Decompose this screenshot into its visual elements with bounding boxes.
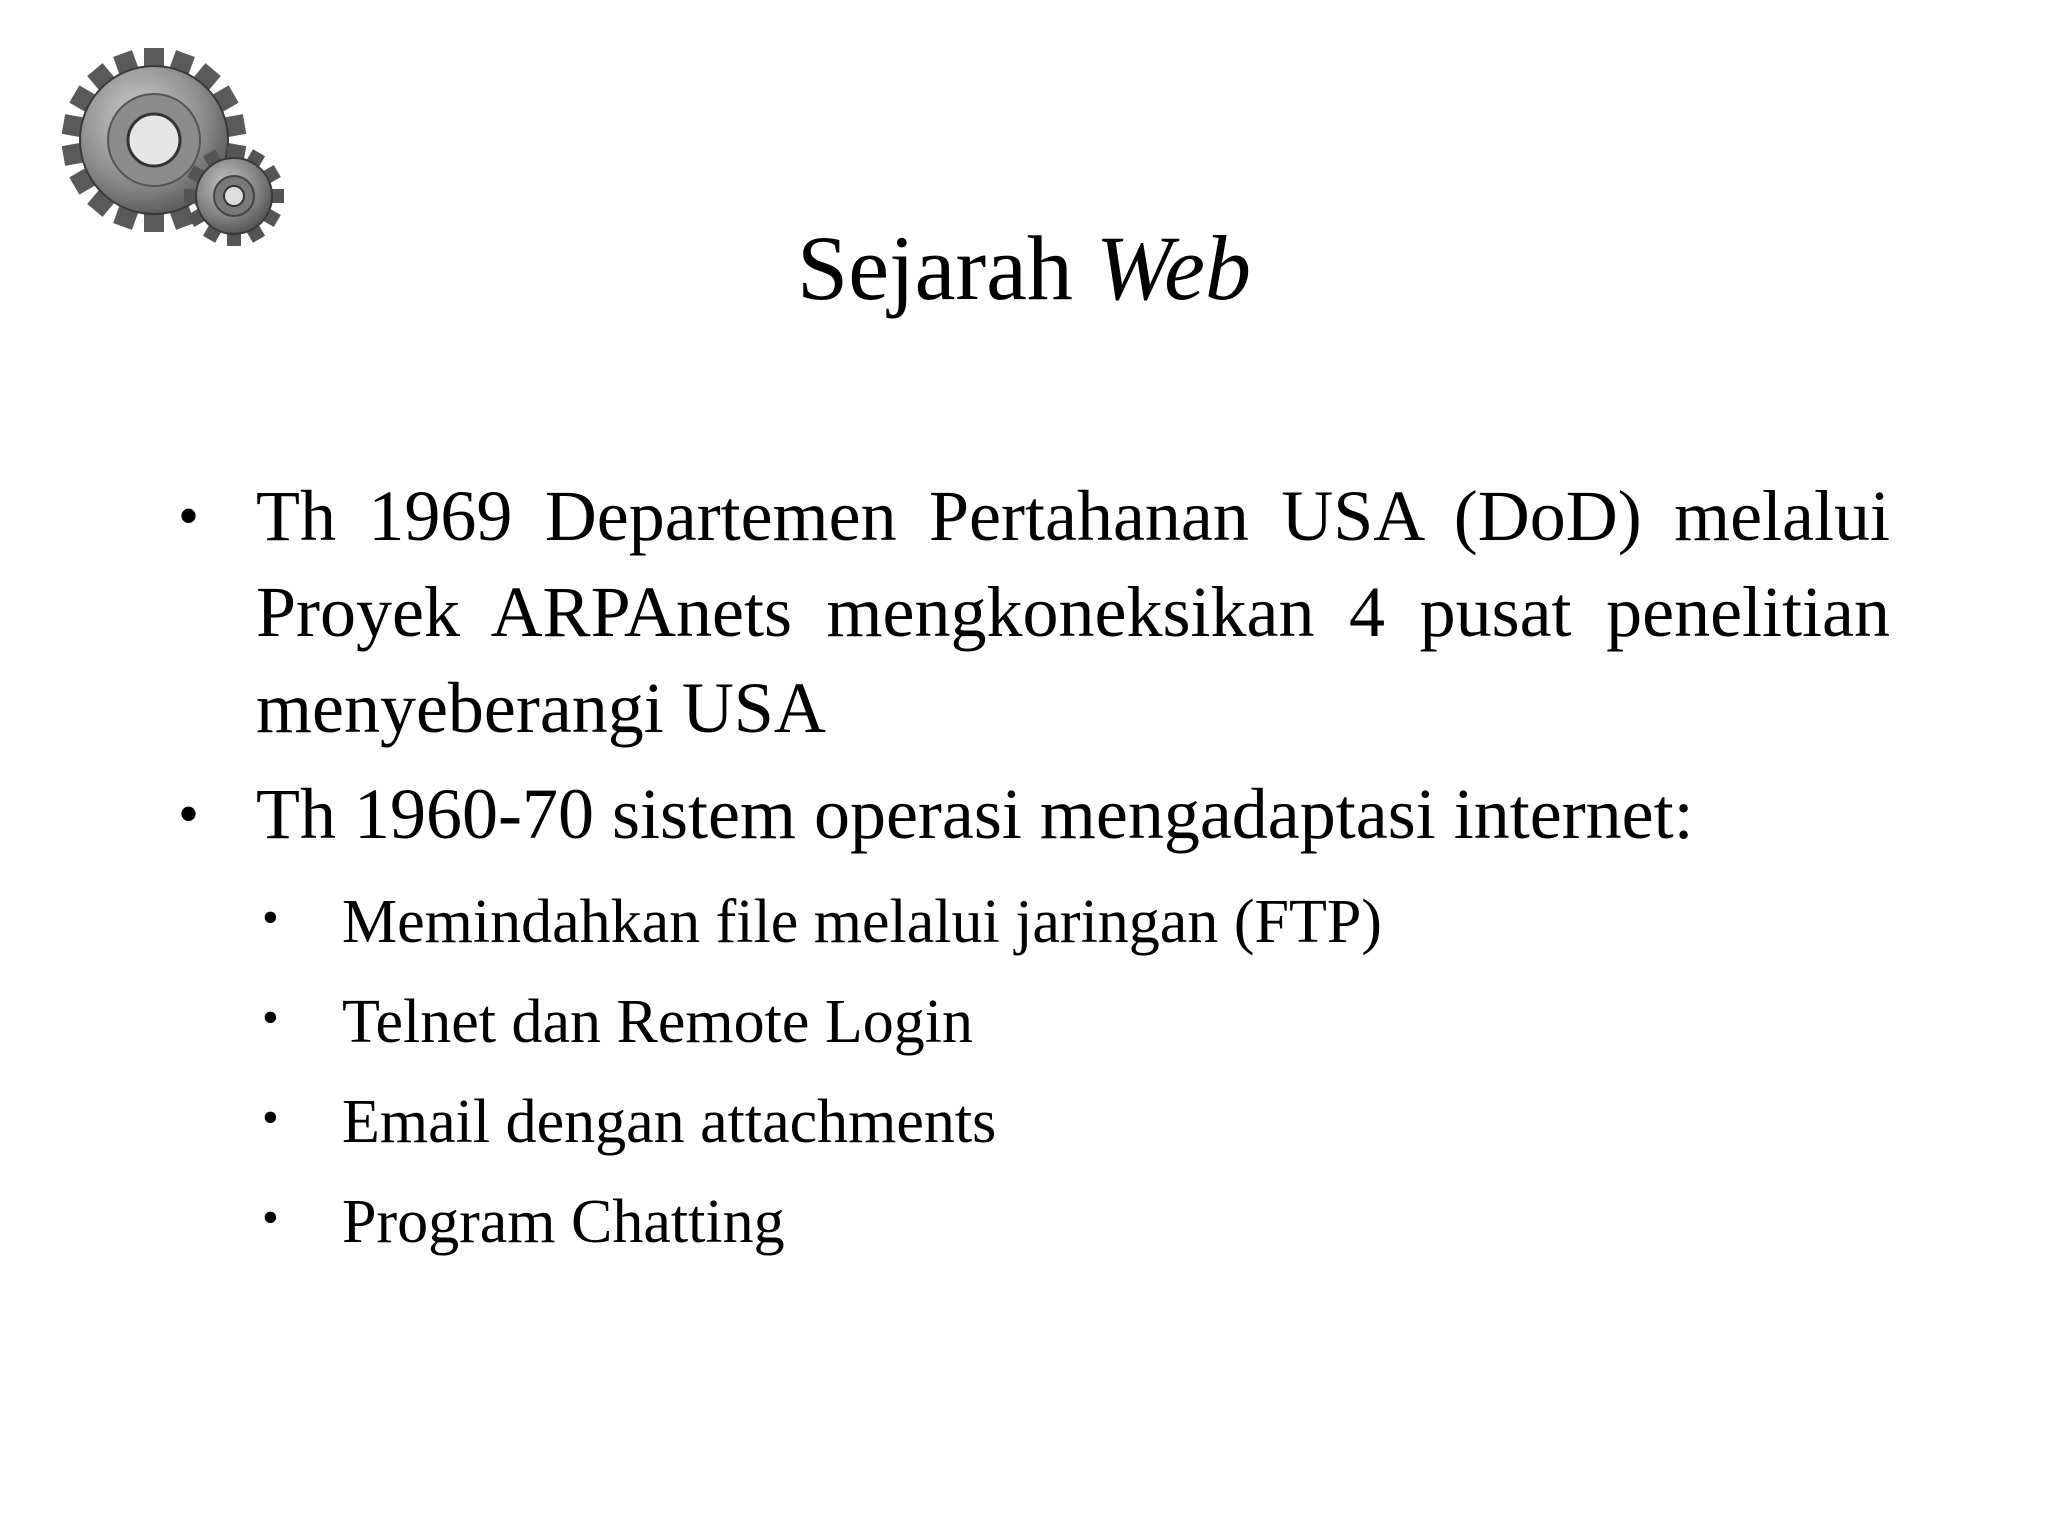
bullet-marker: • (262, 891, 279, 944)
bullet-text: Th 1960-70 sistem operasi mengadaptasi internet: (256, 774, 1694, 854)
list-item (170, 972, 1890, 1072)
sub-bullet-list (170, 872, 1890, 1272)
title-plain: Sejarah (797, 217, 1096, 319)
slide-title (0, 218, 2048, 319)
sub-bullet-text: Telnet dan Remote Login (342, 988, 973, 1056)
list-item (170, 1172, 1890, 1272)
sub-bullet-text: Email dengan attachments (342, 1088, 997, 1156)
list-item (170, 1072, 1890, 1172)
bullet-list (170, 468, 1890, 1272)
sub-bullet-text: Memindahkan file melalui jaringan (FTP) (342, 888, 1382, 956)
sub-bullet-text: Program Chatting (342, 1188, 785, 1256)
bullet-marker: • (262, 991, 279, 1044)
bullet-marker: • (262, 1091, 279, 1144)
title-italic: Web (1095, 217, 1251, 319)
list-item (170, 766, 1890, 862)
list-item (170, 872, 1890, 972)
bullet-marker: • (178, 483, 200, 549)
list-item (170, 468, 1890, 756)
bullet-marker: • (178, 781, 200, 847)
bullet-marker: • (262, 1191, 279, 1244)
bullet-text: Th 1969 Departemen Pertahanan USA (DoD) melalui Proyek ARPAnets mengkoneksikan 4 pusat penelitian menyeberangi USA (256, 476, 1890, 748)
